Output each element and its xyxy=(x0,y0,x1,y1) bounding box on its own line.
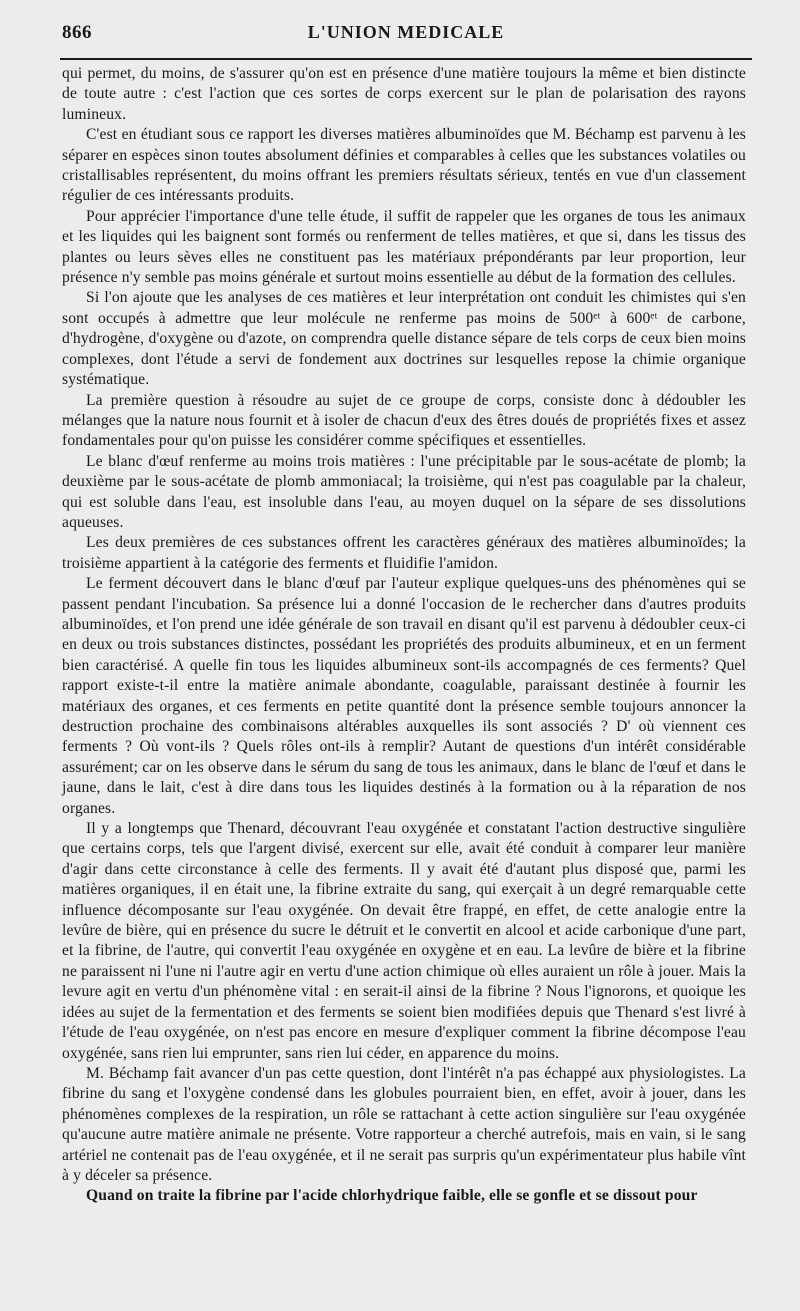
article-body xyxy=(62,64,746,1207)
running-title: L'UNION MEDICALE xyxy=(307,22,505,42)
paragraph: La première question à résoudre au sujet de ce groupe de corps, consiste donc à dédoubler les mélanges que la nature nous fournit et à isoler de chacun d'eux des êtres doués de propriétés fixes et assez fondamentales pour qu'on puisse les considérer comme spécifiques et essentielles. xyxy=(62,391,746,450)
paragraph: Le ferment découvert dans le blanc d'œuf par l'auteur explique quelques-uns des phénomènes qui se passent pendant l'incubation. Sa présence lui a donné l'occasion de le rechercher dans d'autres produits albuminoïdes, et l'on prend une idée générale de son travail en disant qu'il est parvenu à dédoubler ceux-ci en deux ou trois substances distinctes, possédant les propriétés des produits albumineux, et en un ferment bien caractérisé. A quelle fin tous les liquides albumineux sont-ils accompagnés de ces ferments? Quel rapport existe-t-il entre la matière animale abondante, coagulable, paraissant destinée à fournir les matériaux des organes, et ces ferments en petite quantité dont la présence semble toujours annoncer la destruction prochaine des combinaisons altérables auxquelles ils sont associés ? D' où viennent ces ferments ? Où vont-ils ? Quels rôles ont-ils à remplir? Autant de questions d'un intérêt considérable assurément; car on les observe dans le sérum du sang de tous les animaux, dans le blanc de l'œuf et dans le jaune, dans le lait, c'est à dire dans tous les liquides destinés à la formation ou à la réparation de nos organes. xyxy=(62,575,746,817)
paragraph: Quand on traite la fibrine par l'acide chlorhydrique faible, elle se gonfle et se dissout pour xyxy=(86,1187,698,1205)
page-header xyxy=(62,18,750,54)
page-number: 866 xyxy=(62,22,92,43)
paragraph: qui permet, du moins, de s'assurer qu'on est en présence d'une matière toujours la même et bien distincte de toute autre : c'est l'action que ces sortes de corps exercent sur le plan de polarisation des rayons lumineux. xyxy=(62,65,746,123)
paragraph: Pour apprécier l'importance d'une telle étude, il suffit de rappeler que les organes de tous les animaux et les liquides qui les baignent sont formés ou renferment de telles matières, et que si, dans les tissus des plantes ou leurs sèves elles ne constituent pas les matériaux prépondérants par leur proportion, leur présence n'y semble pas moins générale et surtout moins essentielle au début de la formation des cellules. xyxy=(62,207,746,287)
paragraph: Il y a longtemps que Thenard, découvrant l'eau oxygénée et constatant l'action destructive singulière que certains corps, tels que l'argent divisé, exercent sur elle, avait été conduit à comparer leur manière d'agir dans cette circonstance à celle des ferments. Il y avait été d'autant plus disposé que, parmi les matières organiques, il en était une, la fibrine extraite du sang, qui exerçait à un degré remarquable cette influence décomposante sur l'eau oxygénée. On devait être frappé, en effet, de cette analogie entre la levûre de bière, qui en présence du sucre le détruit et le convertit en alcool et acide carbonique d'une part, et la fibrine, de l'autre, qui convertit l'eau oxygénée en oxygène et en eau. La levûre de bière et la fibrine ne paraissent ni l'une ni l'autre agir en vertu d'une action chimique où elles auraient un rôle à jouer. Mais la levure agit en vertu d'un phénomène vital : en serait-il ainsi de la fibrine ? Nous l'ignorons, et quoique les idées au sujet de la fermentation et des ferments se soient bien modifiées depuis que Thenard s'est livré à l'étude de l'eau oxygénée, on n'est pas encore en mesure d'expliquer comment la fibrine décompose l'eau oxygénée, sans rien lui emprunter, sans rien lui céder, en apparence du moins. xyxy=(62,820,746,1062)
paragraph: Les deux premières de ces substances offrent les caractères généraux des matières albuminoïdes; la troisième appartient à la catégorie des ferments et fluidifie l'amidon. xyxy=(62,534,746,572)
paragraph: Si l'on ajoute que les analyses de ces matières et leur interprétation ont conduit les chimistes qui s'en sont occupés à admettre que leur molécule ne renferme pas moins de 500ᵉᵗ à 600ᵉᵗ de carbone, d'hydrogène, d'oxygène ou d'azote, on comprendra quelle distance sépare de tels corps de ceux bien moins complexes, dont l'étude a servi de fondement aux doctrines sur lesquelles repose la chimie organique systématique. xyxy=(62,289,746,389)
paragraph: M. Béchamp fait avancer d'un pas cette question, dont l'intérêt n'a pas échappé aux physiologistes. La fibrine du sang et l'oxygène condensé dans les globules pourraient bien, en effet, avoir à jouer, dans les phénomènes complexes de la respiration, un rôle se rattachant à cette action singulière sur l'eau oxygénée qu'aucune autre matière animale ne présente. Votre rapporteur a cherché autrefois, mais en vain, si le sang artériel ne contenait pas de l'eau oxygénée, et il ne serait pas surpris qu'un expérimentateur plus habile vînt à y déceler sa présence. xyxy=(62,1064,746,1184)
paragraph: Le blanc d'œuf renferme au moins trois matières : l'une précipitable par le sous-acétate de plomb; la deuxième par le sous-acétate de plomb ammoniacal; la troisième, qui n'est pas coagulable par la chaleur, qui est soluble dans l'eau, est insoluble dans l'eau, au moyen duquel on la sépare de ses dissolutions aqueuses. xyxy=(62,452,746,531)
header-rule xyxy=(60,58,752,60)
paragraph: C'est en étudiant sous ce rapport les diverses matières albuminoïdes que M. Béchamp est parvenu à les séparer en espèces sinon toutes absolument définies et comparables à celles que les substances volatiles ou cristallisables représentent, du moins offrant les premiers résultats sérieux, tentés en vue d'un classement régulier de ces intéressants produits. xyxy=(62,126,746,205)
